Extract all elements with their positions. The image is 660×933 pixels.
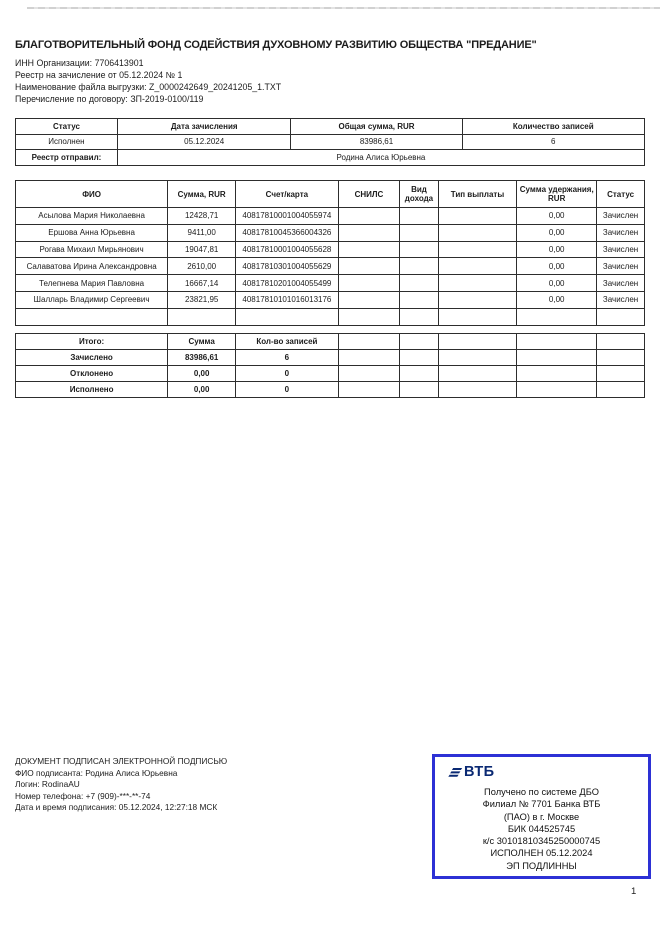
table-cell: 6 bbox=[236, 350, 339, 366]
table-cell bbox=[438, 308, 517, 325]
table-row bbox=[16, 224, 645, 241]
column-header: ФИО bbox=[16, 181, 168, 208]
column-header: Статус bbox=[597, 181, 645, 208]
table-cell bbox=[400, 350, 438, 366]
table-row bbox=[16, 350, 645, 366]
table-cell bbox=[338, 241, 400, 258]
table-row bbox=[16, 241, 645, 258]
signature-datetime: Дата и время подписания: 05.12.2024, 12:27:18 МСК bbox=[15, 802, 218, 813]
table-row bbox=[16, 134, 645, 150]
column-header bbox=[438, 334, 517, 350]
table-row bbox=[16, 382, 645, 398]
signature-login: Логин: RodinaAU bbox=[15, 779, 80, 790]
vtb-logo bbox=[448, 764, 648, 781]
page-title: БЛАГОТВОРИТЕЛЬНЫЙ ФОНД СОДЕЙСТВИЯ ДУХОВНОМУ РАЗВИТИЮ ОБЩЕСТВА "ПРЕДАНИЕ" bbox=[15, 39, 537, 51]
sender-value: Родина Алиса Юрьевна bbox=[117, 150, 644, 166]
column-header: Тип выплаты bbox=[438, 181, 517, 208]
column-header bbox=[338, 334, 400, 350]
table-cell: 40817810001004055974 bbox=[236, 208, 339, 225]
table-cell: 6 bbox=[462, 134, 644, 150]
table-cell: 0 bbox=[236, 382, 339, 398]
table-cell bbox=[236, 308, 339, 325]
table-cell: 0,00 bbox=[168, 382, 236, 398]
register-table bbox=[15, 180, 645, 326]
table-cell: Салаватова Ирина Александровна bbox=[16, 258, 168, 275]
info-export-file: Наименование файла выгрузки: Z_0000242649_20241205_1.TXT bbox=[15, 81, 282, 92]
table-cell bbox=[438, 258, 517, 275]
register-section bbox=[15, 180, 645, 326]
table-cell bbox=[338, 308, 400, 325]
table-cell bbox=[338, 291, 400, 308]
info-register-date: Реестр на зачисление от 05.12.2024 № 1 bbox=[15, 69, 183, 80]
column-header: Сумма bbox=[168, 334, 236, 350]
table-cell bbox=[168, 308, 236, 325]
table-cell: 23821,95 bbox=[168, 291, 236, 308]
electronic-signature-block bbox=[15, 756, 227, 814]
table-row bbox=[16, 150, 645, 166]
table-cell bbox=[338, 350, 400, 366]
column-header: Итого: bbox=[16, 334, 168, 350]
bank-stamp bbox=[432, 754, 651, 879]
table-cell: 12428,71 bbox=[168, 208, 236, 225]
column-header: Вид дохода bbox=[400, 181, 438, 208]
stamp-line-bik: БИК 044525745 bbox=[507, 823, 576, 834]
column-header: Сумма, RUR bbox=[168, 181, 236, 208]
table-cell: 0,00 bbox=[517, 241, 597, 258]
column-header bbox=[597, 334, 645, 350]
table-row bbox=[16, 258, 645, 275]
table-cell: Зачислен bbox=[597, 224, 645, 241]
table-cell: 0,00 bbox=[517, 224, 597, 241]
table-header-row bbox=[16, 334, 645, 350]
table-cell bbox=[438, 350, 517, 366]
table-cell: Ершова Анна Юрьевна bbox=[16, 224, 168, 241]
scan-artifact-line bbox=[27, 7, 660, 9]
table-cell: 83986,61 bbox=[168, 350, 236, 366]
table-cell: 0,00 bbox=[517, 275, 597, 292]
table-cell: 16667,14 bbox=[168, 275, 236, 292]
table-cell: 0,00 bbox=[517, 291, 597, 308]
table-cell bbox=[517, 308, 597, 325]
table-cell bbox=[338, 382, 400, 398]
vtb-stripes-icon bbox=[448, 765, 463, 783]
table-cell bbox=[338, 258, 400, 275]
stamp-line-executed: ИСПОЛНЕН 05.12.2024 bbox=[490, 848, 593, 859]
document-info bbox=[15, 58, 647, 106]
table-cell: Зачислен bbox=[597, 275, 645, 292]
table-cell bbox=[438, 366, 517, 382]
table-cell: Телепнева Мария Павловна bbox=[16, 275, 168, 292]
table-cell: 0 bbox=[236, 366, 339, 382]
stamp-line-received: Получено по системе ДБО bbox=[484, 787, 599, 797]
info-inn: ИНН Организации: 7706413901 bbox=[15, 58, 144, 68]
column-header: Сумма удержания, RUR bbox=[517, 181, 597, 208]
column-header: Счет/карта bbox=[236, 181, 339, 208]
table-cell: 40817810301004055629 bbox=[236, 258, 339, 275]
table-cell bbox=[338, 208, 400, 225]
table-cell: 0,00 bbox=[168, 366, 236, 382]
table-cell bbox=[400, 208, 438, 225]
status-summary-section bbox=[15, 118, 645, 166]
table-cell: 40817810045366004326 bbox=[236, 224, 339, 241]
table-cell: Зачислен bbox=[597, 208, 645, 225]
column-header bbox=[517, 334, 597, 350]
table-cell bbox=[597, 308, 645, 325]
table-cell: 2610,00 bbox=[168, 258, 236, 275]
table-cell: 40817810101016013176 bbox=[236, 291, 339, 308]
stamp-line-corr-account: к/с 30101810345250000745 bbox=[482, 836, 601, 847]
stamp-line-valid: ЭП ПОДЛИННЫ bbox=[506, 860, 577, 871]
status-summary-table bbox=[15, 118, 645, 166]
table-cell bbox=[438, 275, 517, 292]
table-cell: 19047,81 bbox=[168, 241, 236, 258]
table-header-row bbox=[16, 119, 645, 135]
table-cell bbox=[400, 258, 438, 275]
column-header: Количество записей bbox=[462, 119, 644, 135]
table-cell: 05.12.2024 bbox=[117, 134, 291, 150]
table-cell bbox=[338, 224, 400, 241]
column-header: Кол-во записей bbox=[236, 334, 339, 350]
signature-phone: Номер телефона: +7 (909)-***-**-74 bbox=[15, 790, 151, 801]
table-cell: Зачислен bbox=[597, 291, 645, 308]
table-cell: 9411,00 bbox=[168, 224, 236, 241]
vtb-logo-text: ВТБ bbox=[464, 764, 495, 780]
table-cell: 0,00 bbox=[517, 208, 597, 225]
column-header: СНИЛС bbox=[338, 181, 400, 208]
table-cell: 0,00 bbox=[517, 258, 597, 275]
table-row bbox=[16, 291, 645, 308]
table-cell bbox=[400, 382, 438, 398]
table-cell bbox=[338, 275, 400, 292]
info-contract: Перечисление по договору: ЗП-2019-0100/119 bbox=[15, 93, 204, 104]
table-cell: Зачислен bbox=[597, 258, 645, 275]
column-header: Статус bbox=[16, 119, 118, 135]
table-cell bbox=[597, 382, 645, 398]
table-cell: Зачислен bbox=[597, 241, 645, 258]
table-cell: 83986,61 bbox=[291, 134, 462, 150]
table-cell bbox=[597, 350, 645, 366]
signature-fio: ФИО подписанта: Родина Алиса Юрьевна bbox=[15, 767, 178, 778]
table-cell bbox=[438, 291, 517, 308]
table-cell bbox=[16, 308, 168, 325]
table-cell bbox=[597, 366, 645, 382]
table-row bbox=[16, 366, 645, 382]
table-cell: Исполнен bbox=[16, 134, 118, 150]
table-row bbox=[16, 275, 645, 292]
stamp-text bbox=[435, 786, 648, 872]
document-header bbox=[15, 39, 647, 106]
sender-label: Реестр отправил: bbox=[16, 150, 118, 166]
table-row bbox=[16, 208, 645, 225]
table-cell bbox=[438, 224, 517, 241]
table-cell bbox=[338, 366, 400, 382]
table-cell: Рогава Михаил Мирьянович bbox=[16, 241, 168, 258]
totals-table bbox=[15, 333, 645, 398]
table-cell bbox=[400, 275, 438, 292]
table-cell bbox=[400, 366, 438, 382]
signature-title: ДОКУМЕНТ ПОДПИСАН ЭЛЕКТРОННОЙ ПОДПИСЬЮ bbox=[15, 756, 228, 766]
table-cell bbox=[400, 241, 438, 258]
table-cell bbox=[517, 382, 597, 398]
column-header: Дата зачисления bbox=[117, 119, 291, 135]
empty-row bbox=[16, 308, 645, 325]
table-cell bbox=[438, 241, 517, 258]
table-cell bbox=[438, 382, 517, 398]
table-cell bbox=[438, 208, 517, 225]
column-header bbox=[400, 334, 438, 350]
table-cell bbox=[400, 291, 438, 308]
stamp-line-city: (ПАО) в г. Москве bbox=[503, 811, 580, 822]
table-cell bbox=[400, 308, 438, 325]
table-cell bbox=[517, 350, 597, 366]
stamp-line-branch: Филиал № 7701 Банка ВТБ bbox=[482, 799, 601, 810]
table-cell: Отклонено bbox=[16, 366, 168, 382]
table-cell: Зачислено bbox=[16, 350, 168, 366]
table-cell: 40817810201004055499 bbox=[236, 275, 339, 292]
table-cell: Шалларь Владимир Сергеевич bbox=[16, 291, 168, 308]
table-cell: Асылова Мария Николаевна bbox=[16, 208, 168, 225]
table-header-row bbox=[16, 181, 645, 208]
table-cell: Исполнено bbox=[16, 382, 168, 398]
page-number: 1 bbox=[631, 886, 637, 897]
column-header: Общая сумма, RUR bbox=[291, 119, 462, 135]
totals-section bbox=[15, 333, 645, 398]
table-cell bbox=[517, 366, 597, 382]
table-cell bbox=[400, 224, 438, 241]
table-cell: 40817810001004055628 bbox=[236, 241, 339, 258]
